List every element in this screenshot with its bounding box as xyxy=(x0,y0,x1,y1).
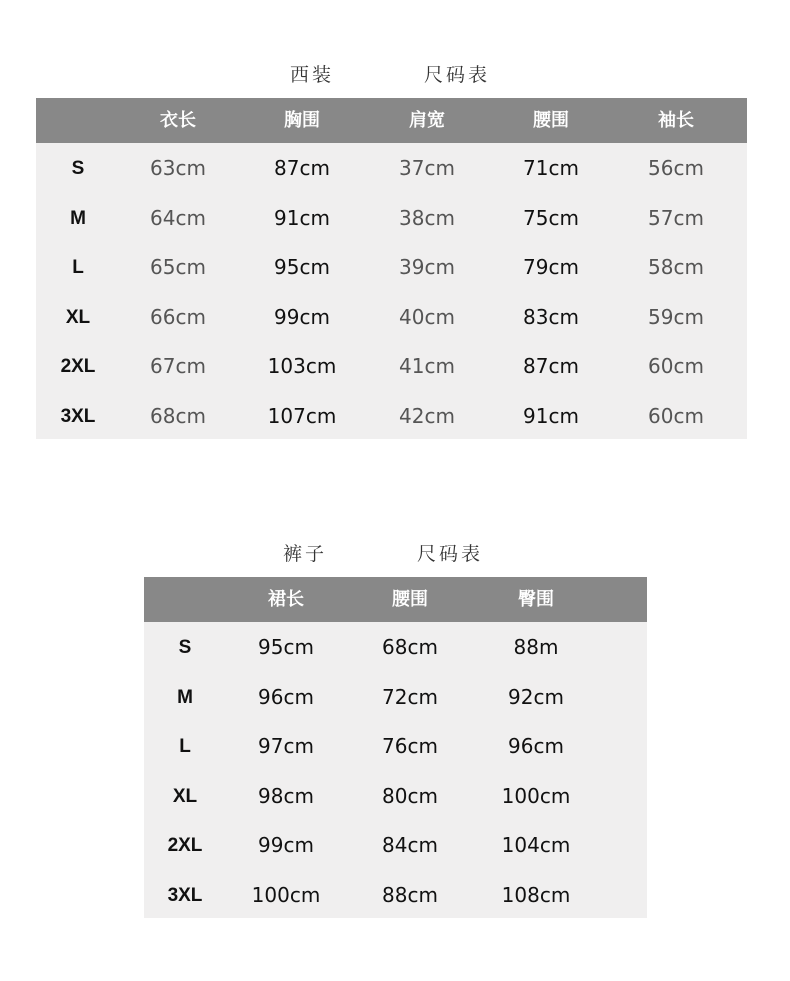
size-label: M xyxy=(70,207,86,229)
pants-table-header xyxy=(144,577,647,622)
pants-size-table xyxy=(144,577,647,918)
shoulder-value: 38cm xyxy=(399,205,455,230)
suit-header-waist: 腰围 xyxy=(533,110,569,131)
suit-title-label: 尺码表 xyxy=(424,64,491,86)
sleeve-value: 58cm xyxy=(648,255,704,279)
waist-value: 79cm xyxy=(523,255,579,279)
size-label: S xyxy=(178,637,192,658)
chest-value: 91cm xyxy=(274,205,330,230)
size-label: S xyxy=(71,158,85,179)
waist-value: 72cm xyxy=(382,684,438,709)
length-value: 65cm xyxy=(150,255,206,279)
sleeve-value: 60cm xyxy=(648,354,704,378)
hip-value: 100cm xyxy=(501,783,571,808)
length-value: 64cm xyxy=(150,205,206,230)
suit-table-body xyxy=(36,143,747,441)
waist-value: 91cm xyxy=(523,403,579,428)
size-label: XL xyxy=(172,785,198,807)
hip-value: 92cm xyxy=(508,684,564,709)
waist-value: 84cm xyxy=(382,833,438,857)
chest-value: 99cm xyxy=(274,304,330,329)
waist-value: 75cm xyxy=(523,205,579,230)
sleeve-value: 60cm xyxy=(648,403,704,428)
waist-value: 76cm xyxy=(382,734,438,758)
suit-table-header xyxy=(36,98,747,143)
suit-size-table xyxy=(36,98,747,439)
pants-table-body xyxy=(144,622,647,920)
chest-value: 103cm xyxy=(267,354,337,378)
shoulder-value: 40cm xyxy=(399,304,455,329)
shoulder-value: 37cm xyxy=(399,156,455,180)
size-label: XL xyxy=(65,306,91,328)
length-value: 68cm xyxy=(150,403,206,428)
chest-value: 87cm xyxy=(274,156,330,180)
waist-value: 71cm xyxy=(523,156,579,180)
waist-value: 80cm xyxy=(382,783,438,808)
size-label: 3XL xyxy=(167,884,203,906)
shoulder-value: 39cm xyxy=(399,255,455,279)
sleeve-value: 56cm xyxy=(648,156,704,180)
length-value: 99cm xyxy=(258,833,314,857)
length-value: 96cm xyxy=(258,684,314,709)
size-label: 2XL xyxy=(167,835,203,856)
table-row xyxy=(144,821,647,871)
hip-value: 104cm xyxy=(501,833,571,857)
sleeve-value: 59cm xyxy=(648,304,704,329)
length-value: 97cm xyxy=(258,734,314,758)
pants-header-length: 裙长 xyxy=(268,589,304,610)
size-label: M xyxy=(177,686,193,708)
suit-header-length: 衣长 xyxy=(160,110,196,131)
length-value: 63cm xyxy=(150,156,206,180)
hip-value: 108cm xyxy=(501,882,571,907)
table-row xyxy=(36,342,747,392)
sleeve-value: 57cm xyxy=(648,205,704,230)
suit-title-category: 西装 xyxy=(290,64,335,86)
hip-value: 88m xyxy=(513,635,559,659)
length-value: 98cm xyxy=(258,783,314,808)
table-row xyxy=(144,871,647,921)
hip-value: 96cm xyxy=(508,734,564,758)
size-label: 3XL xyxy=(60,405,96,427)
table-row xyxy=(144,722,647,772)
table-row xyxy=(36,243,747,293)
table-row xyxy=(36,144,747,194)
suit-table-title xyxy=(290,60,510,84)
table-row xyxy=(144,623,647,673)
suit-header-chest: 胸围 xyxy=(284,110,320,131)
shoulder-value: 41cm xyxy=(399,354,455,378)
pants-table-title xyxy=(283,539,503,563)
pants-title-category: 裤子 xyxy=(283,543,328,565)
size-label: L xyxy=(179,736,191,757)
pants-header-waist: 腰围 xyxy=(392,589,428,610)
suit-header-shoulder: 肩宽 xyxy=(409,110,445,131)
chest-value: 95cm xyxy=(274,255,330,279)
suit-header-sleeve: 袖长 xyxy=(658,110,694,131)
size-label: L xyxy=(72,257,84,278)
pants-title-label: 尺码表 xyxy=(417,543,484,565)
waist-value: 68cm xyxy=(382,635,438,659)
table-row xyxy=(36,293,747,343)
length-value: 66cm xyxy=(150,304,206,329)
waist-value: 83cm xyxy=(523,304,579,329)
table-row xyxy=(144,673,647,723)
length-value: 95cm xyxy=(258,635,314,659)
table-row xyxy=(144,772,647,822)
length-value: 67cm xyxy=(150,354,206,378)
chest-value: 107cm xyxy=(267,403,337,428)
waist-value: 87cm xyxy=(523,354,579,378)
table-row xyxy=(36,392,747,442)
size-label: 2XL xyxy=(60,356,96,377)
length-value: 100cm xyxy=(251,882,321,907)
pants-header-hip: 臀围 xyxy=(518,589,554,610)
table-row xyxy=(36,194,747,244)
waist-value: 88cm xyxy=(382,882,438,907)
shoulder-value: 42cm xyxy=(399,403,455,428)
